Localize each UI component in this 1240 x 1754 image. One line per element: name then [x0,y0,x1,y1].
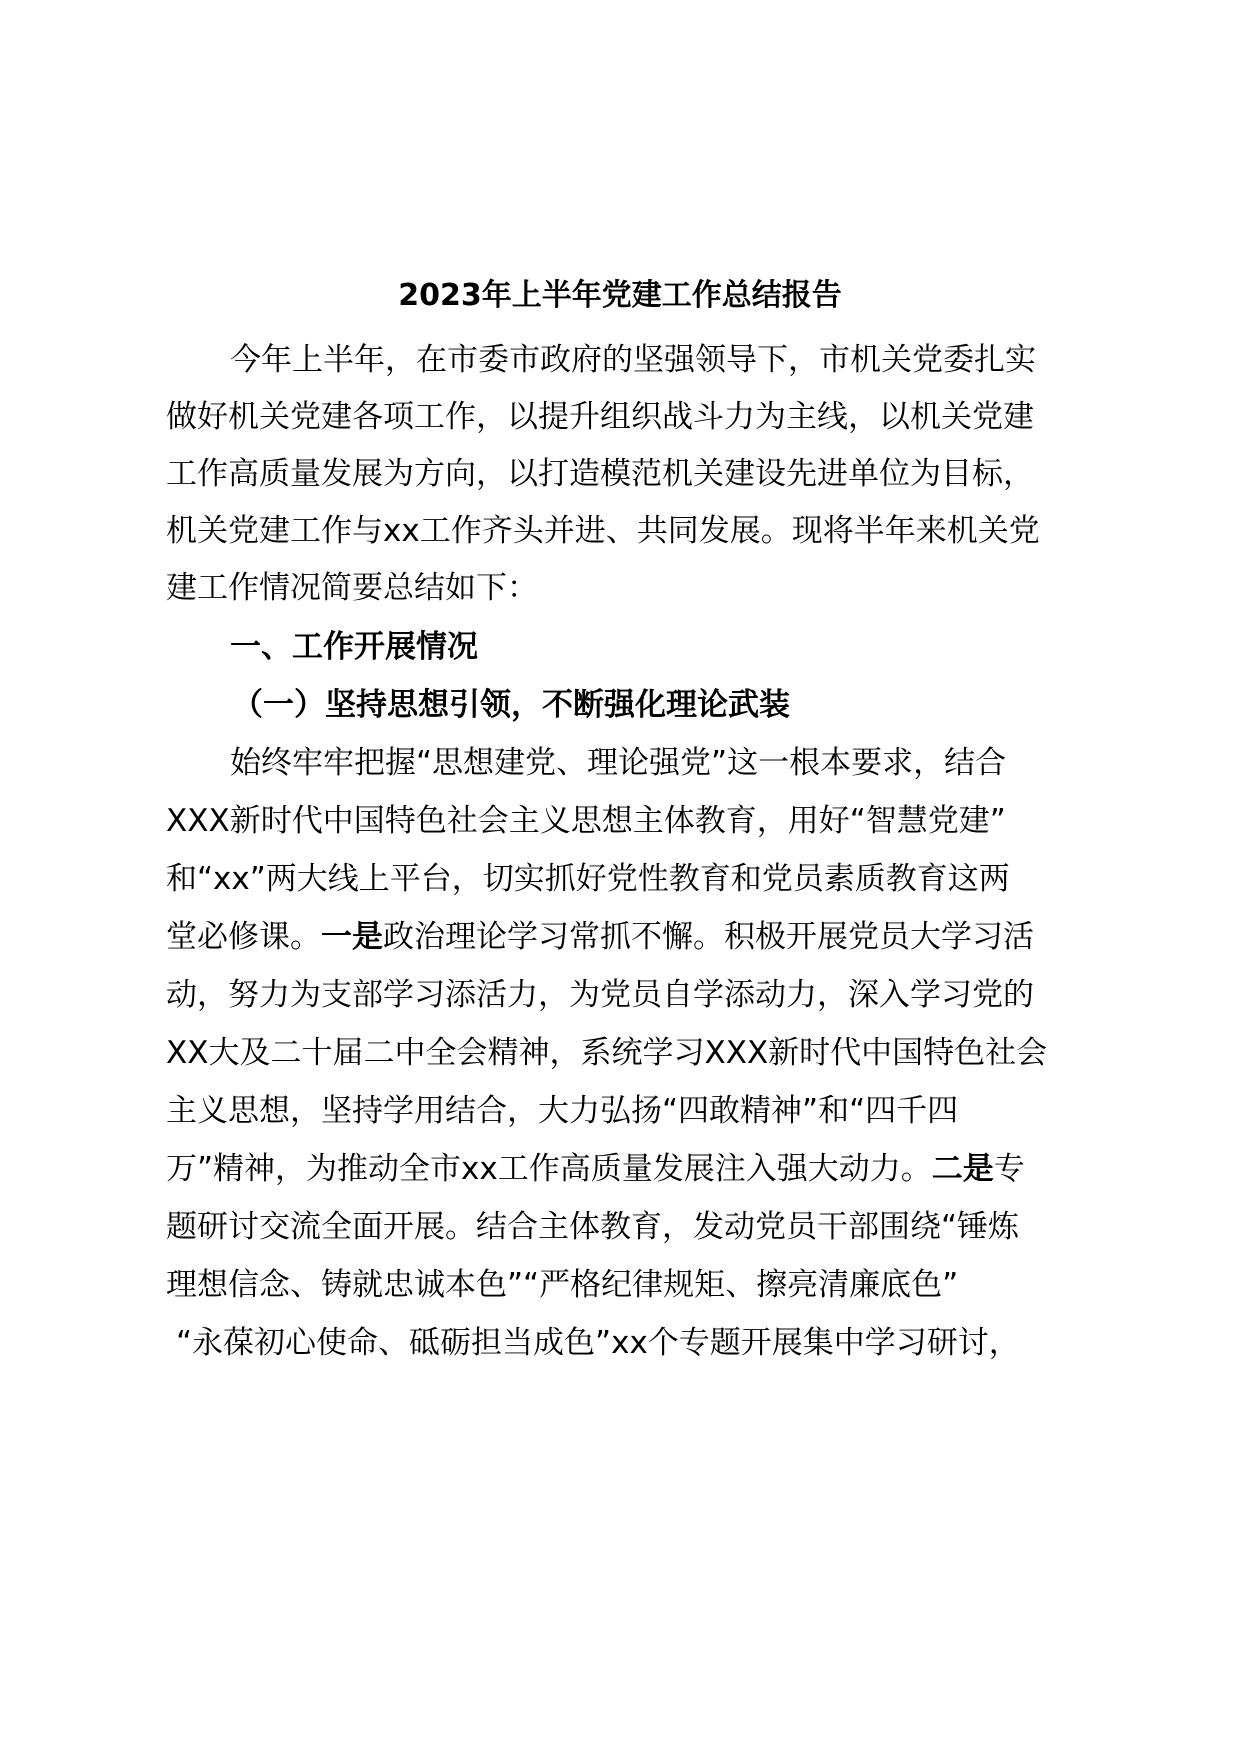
line-text: 专 [993,1151,1025,1187]
paragraph-line: 今年上半年，在市委市政府的坚强领导下，市机关党委扎实 [230,342,1036,378]
emphasis-first: 一是 [321,919,383,955]
document-title: 2023年上半年党建工作总结报告 [398,278,842,313]
paragraph-line: 工作高质量发展为方向，以打造模范机关建设先进单位为目标， [166,456,1034,492]
line-text: 堂必修课。 [166,919,321,955]
emphasis-second: 二是 [931,1151,994,1187]
paragraph-line [166,1145,1025,1193]
paragraph-line: 和“xx”两大线上平台，切实抓好党性教育和党员素质教育这两 [166,861,1010,897]
paragraph-line: 始终牢牢把握“思想建党、理论强党”这一根本要求，结合 [230,745,1007,781]
paragraph-line: XX大及二十届二中全会精神，系统学习XXX新时代中国特色社会 [166,1035,1048,1071]
paragraph-line: “永葆初心使命、砥砺担当成色”xx个专题开展集中学习研讨， [176,1325,1020,1361]
line-text: 政治理论学习常抓不懈。积极开展党员大学习活 [383,919,1034,955]
subsection-heading: （一）坚持思想引领，不断强化理论武装 [232,687,790,723]
paragraph-line [166,913,1034,961]
paragraph-line: 主义思想，坚持学用结合，大力弘扬“四敢精神”和“四千四 [166,1093,959,1129]
paragraph-line: 理想信念、铸就忠诚本色”“严格纪律规矩、擦亮清廉底色” [166,1267,959,1303]
paragraph-line: XXX新时代中国特色社会主义思想主体教育，用好“智慧党建” [166,803,1006,839]
paragraph-line: 机关党建工作与xx工作齐头并进、共同发展。现将半年来机关党 [166,513,1040,549]
paragraph-line: 做好机关党建各项工作，以提升组织战斗力为主线，以机关党建 [166,399,1034,435]
paragraph-line: 建工作情况简要总结如下： [166,570,538,606]
paragraph-line: 题研讨交流全面开展。结合主体教育，发动党员干部围绕“锤炼 [166,1209,1020,1245]
line-text: 万”精神，为推动全市xx工作高质量发展注入强大动力。 [166,1151,932,1187]
section-heading: 一、工作开展情况 [230,629,478,665]
paragraph-line: 动，努力为支部学习添活力，为党员自学添动力，深入学习党的 [166,977,1034,1013]
